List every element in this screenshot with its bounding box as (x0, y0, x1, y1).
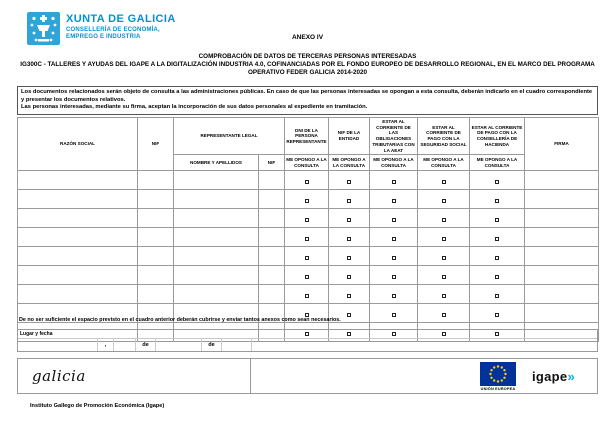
opongo-nif-entidad-cell (329, 190, 370, 209)
opongo-hacienda-cell (470, 190, 525, 209)
razon-social-cell[interactable] (18, 266, 138, 285)
opongo-seguridad-social-checkbox[interactable] (442, 237, 446, 241)
col-header-nif: NIF (138, 118, 174, 171)
col-subheader-me-opongo-aeat: ME OPONGO A LA CONSULTA (370, 155, 418, 171)
galicia-logo-cell (18, 359, 251, 393)
opongo-aeat-checkbox[interactable] (392, 199, 396, 203)
opongo-nif-entidad-cell (329, 228, 370, 247)
nif-representante-cell[interactable] (259, 190, 285, 209)
place-date-row (18, 338, 597, 351)
col-header-aeat: ESTAR AL CORRIENTE DE LAS OBLIGACIONES TRIBUTARIAS CON LA AEAT (370, 118, 418, 155)
table-row (18, 266, 599, 285)
nombre-apellidos-cell[interactable] (174, 266, 259, 285)
opongo-hacienda-checkbox[interactable] (495, 275, 499, 279)
opongo-seguridad-social-cell (418, 247, 470, 266)
nif-cell[interactable] (138, 285, 174, 304)
opongo-hacienda-cell (470, 247, 525, 266)
opongo-nif-entidad-cell (329, 209, 370, 228)
eu-caption: UNIÓN EUROPEA (480, 386, 516, 391)
de-label-1: de (136, 339, 156, 351)
opongo-seguridad-social-checkbox[interactable] (442, 256, 446, 260)
opongo-nif-entidad-checkbox[interactable] (347, 237, 351, 241)
nombre-apellidos-cell[interactable] (174, 285, 259, 304)
igape-logo (532, 369, 575, 384)
opongo-dni-cell (285, 266, 329, 285)
notice-paragraph-1: Los documentos relacionados serán objeto de consulta a las administraciones públicas. En caso de que las personas interesadas se opongan a esta consulta, deberán indicarlo en el cuadro correspondiente y presentar los documentos relativos. (21, 89, 593, 103)
opongo-nif-entidad-checkbox[interactable] (347, 180, 351, 184)
nif-cell[interactable] (138, 209, 174, 228)
form-title-line1: COMPROBACIÓN DE DATOS DE TERCERAS PERSONAS INTERESADAS (198, 53, 417, 60)
opongo-seguridad-social-cell (418, 228, 470, 247)
col-header-razon-social: RAZÓN SOCIAL (18, 118, 138, 171)
col-header-firma: FIRMA (525, 118, 599, 171)
galicia-logo: galicia (32, 367, 86, 385)
opongo-hacienda-checkbox[interactable] (495, 256, 499, 260)
opongo-dni-checkbox[interactable] (305, 256, 309, 260)
footer-logo-band (17, 358, 598, 394)
opongo-seguridad-social-cell (418, 266, 470, 285)
nif-cell[interactable] (138, 266, 174, 285)
opongo-aeat-cell (370, 285, 418, 304)
opongo-nif-entidad-cell (329, 285, 370, 304)
firma-cell[interactable] (525, 266, 599, 285)
opongo-dni-cell (285, 247, 329, 266)
opongo-hacienda-checkbox[interactable] (495, 294, 499, 298)
opongo-seguridad-social-cell (418, 285, 470, 304)
table-row (18, 171, 599, 190)
opongo-aeat-checkbox[interactable] (392, 237, 396, 241)
opongo-seguridad-social-checkbox[interactable] (442, 275, 446, 279)
de-label-2: de (202, 339, 222, 351)
footer-right-cell (251, 359, 597, 393)
opongo-dni-cell (285, 285, 329, 304)
opongo-aeat-checkbox[interactable] (392, 256, 396, 260)
opongo-dni-checkbox[interactable] (305, 199, 309, 203)
opongo-hacienda-cell (470, 171, 525, 190)
opongo-hacienda-checkbox[interactable] (495, 218, 499, 222)
place-date-label: Lugar y fecha (20, 331, 53, 337)
table-row (18, 285, 599, 304)
opongo-nif-entidad-checkbox[interactable] (347, 294, 351, 298)
firma-cell[interactable] (525, 285, 599, 304)
opongo-hacienda-checkbox[interactable] (495, 237, 499, 241)
col-header-dni-persona: DNI DE LA PERSONA REPRESENTANTE (285, 118, 329, 155)
nif-cell[interactable] (138, 190, 174, 209)
razon-social-cell[interactable] (18, 171, 138, 190)
opongo-seguridad-social-checkbox[interactable] (442, 180, 446, 184)
form-title (17, 53, 598, 78)
notice-paragraph-2: Las personas interesadas, mediante su firma, aceptan la incorporación de sus datos personales al expediente en tramitación. (21, 104, 368, 111)
place-input[interactable] (18, 339, 98, 351)
firma-cell[interactable] (525, 190, 599, 209)
opongo-dni-checkbox[interactable] (305, 294, 309, 298)
opongo-hacienda-checkbox[interactable] (495, 199, 499, 203)
opongo-seguridad-social-cell (418, 190, 470, 209)
table-row (18, 190, 599, 209)
table-row (18, 228, 599, 247)
opongo-hacienda-cell (470, 209, 525, 228)
opongo-aeat-checkbox[interactable] (392, 218, 396, 222)
eu-flag-icon (480, 362, 516, 386)
opongo-hacienda-cell (470, 285, 525, 304)
opongo-nif-entidad-checkbox[interactable] (347, 218, 351, 222)
opongo-aeat-cell (370, 228, 418, 247)
col-subheader-me-opongo-seguridad-social: ME OPONGO A LA CONSULTA (418, 155, 470, 171)
opongo-seguridad-social-checkbox[interactable] (442, 294, 446, 298)
year-input[interactable] (222, 339, 252, 351)
col-subheader-me-opongo-nif-entidad: ME OPONGO A LA CONSULTA (329, 155, 370, 171)
nif-representante-cell[interactable] (259, 247, 285, 266)
opongo-dni-checkbox[interactable] (305, 180, 309, 184)
day-input[interactable] (114, 339, 136, 351)
brand-org-name: XUNTA DE GALICIA (66, 13, 176, 25)
annex-label: ANEXO IV (291, 34, 324, 41)
persons-table (17, 117, 599, 342)
form-title-line2: IG300C - TALLERES Y AYUDAS DEL IGAPE A LA DIGITALIZACIÓN INDUSTRIA 4.0, COFINANCIADAS POR EL FONDO EUROPEO DE DESARROLLO REGIONAL, EN EL MARCO DEL PROGRAMA OPERATIVO FEDER GALICIA 2014-2020 (20, 61, 595, 77)
opongo-hacienda-cell (470, 266, 525, 285)
table-row (18, 247, 599, 266)
nombre-apellidos-cell[interactable] (174, 247, 259, 266)
opongo-dni-cell (285, 228, 329, 247)
firma-cell[interactable] (525, 247, 599, 266)
opongo-aeat-checkbox[interactable] (392, 180, 396, 184)
opongo-nif-entidad-cell (329, 266, 370, 285)
nombre-apellidos-cell[interactable] (174, 228, 259, 247)
institute-name: Instituto Gallego de Promoción Económica (Igape) (30, 403, 165, 409)
opongo-aeat-cell (370, 190, 418, 209)
opongo-seguridad-social-cell (418, 171, 470, 190)
place-date-box (17, 329, 598, 352)
razon-social-cell[interactable] (18, 247, 138, 266)
col-subheader-me-opongo-hacienda: ME OPONGO A LA CONSULTA (470, 155, 525, 171)
col-header-nif-representante: NIF (259, 155, 285, 171)
opongo-dni-cell (285, 171, 329, 190)
opongo-aeat-cell (370, 171, 418, 190)
opongo-dni-cell (285, 209, 329, 228)
col-header-seguridad-social: ESTAR AL CORRIENTE DE PAGO CON LA SEGURIDAD SOCIAL (418, 118, 470, 155)
nif-representante-cell[interactable] (259, 209, 285, 228)
opongo-seguridad-social-checkbox[interactable] (442, 199, 446, 203)
razon-social-cell[interactable] (18, 228, 138, 247)
opongo-seguridad-social-cell (418, 209, 470, 228)
comma-separator: , (98, 339, 114, 351)
nombre-apellidos-cell[interactable] (174, 171, 259, 190)
nif-representante-cell[interactable] (259, 171, 285, 190)
opongo-aeat-cell (370, 209, 418, 228)
brand-department: CONSELLERÍA DE ECONOMÍA, EMPREGO E INDUSTRIA (66, 27, 160, 41)
igape-chevrons-icon: » (567, 368, 575, 384)
firma-cell[interactable] (525, 209, 599, 228)
nif-representante-cell[interactable] (259, 266, 285, 285)
opongo-nif-entidad-checkbox[interactable] (347, 275, 351, 279)
nombre-apellidos-cell[interactable] (174, 190, 259, 209)
col-header-hacienda: ESTAR AL CORRIENTE DE PAGO CON LA CONSELLERÍA DE HACIENDA (470, 118, 525, 155)
opongo-dni-cell (285, 190, 329, 209)
col-subheader-me-opongo-dni: ME OPONGO A LA CONSULTA (285, 155, 329, 171)
firma-cell[interactable] (525, 171, 599, 190)
opongo-aeat-checkbox[interactable] (392, 275, 396, 279)
eu-flag-block (480, 362, 516, 391)
insufficient-space-note: De no ser suficiente el espacio previsto en el cuadro anterior deberán cubrirse y enviar tantos anexos como sean necesarios. (19, 317, 341, 323)
opongo-aeat-cell (370, 266, 418, 285)
notice-box (17, 86, 598, 115)
opongo-hacienda-cell (470, 228, 525, 247)
opongo-aeat-cell (370, 247, 418, 266)
col-header-representante-legal: REPRESENTANTE LEGAL (174, 118, 285, 155)
nif-representante-cell[interactable] (259, 285, 285, 304)
razon-social-cell[interactable] (18, 285, 138, 304)
opongo-nif-entidad-cell (329, 171, 370, 190)
opongo-dni-checkbox[interactable] (305, 218, 309, 222)
month-input[interactable] (156, 339, 202, 351)
opongo-dni-checkbox[interactable] (305, 275, 309, 279)
nif-cell[interactable] (138, 247, 174, 266)
nif-cell[interactable] (138, 228, 174, 247)
persons-table-wrap (17, 117, 598, 342)
col-header-nombre-apellidos: NOMBRE Y APELLIDOS (174, 155, 259, 171)
igape-logo-text: igape (532, 368, 568, 384)
col-header-nif-entidad: NIF DE LA ENTIDAD (329, 118, 370, 155)
table-row (18, 209, 599, 228)
nif-representante-cell[interactable] (259, 228, 285, 247)
opongo-seguridad-social-checkbox[interactable] (442, 218, 446, 222)
opongo-nif-entidad-checkbox[interactable] (347, 256, 351, 260)
opongo-hacienda-checkbox[interactable] (495, 180, 499, 184)
firma-cell[interactable] (525, 228, 599, 247)
opongo-dni-checkbox[interactable] (305, 237, 309, 241)
opongo-nif-entidad-checkbox[interactable] (347, 199, 351, 203)
nif-cell[interactable] (138, 171, 174, 190)
razon-social-cell[interactable] (18, 209, 138, 228)
opongo-nif-entidad-cell (329, 247, 370, 266)
place-date-empty-space (252, 339, 597, 351)
nombre-apellidos-cell[interactable] (174, 209, 259, 228)
razon-social-cell[interactable] (18, 190, 138, 209)
opongo-aeat-checkbox[interactable] (392, 294, 396, 298)
